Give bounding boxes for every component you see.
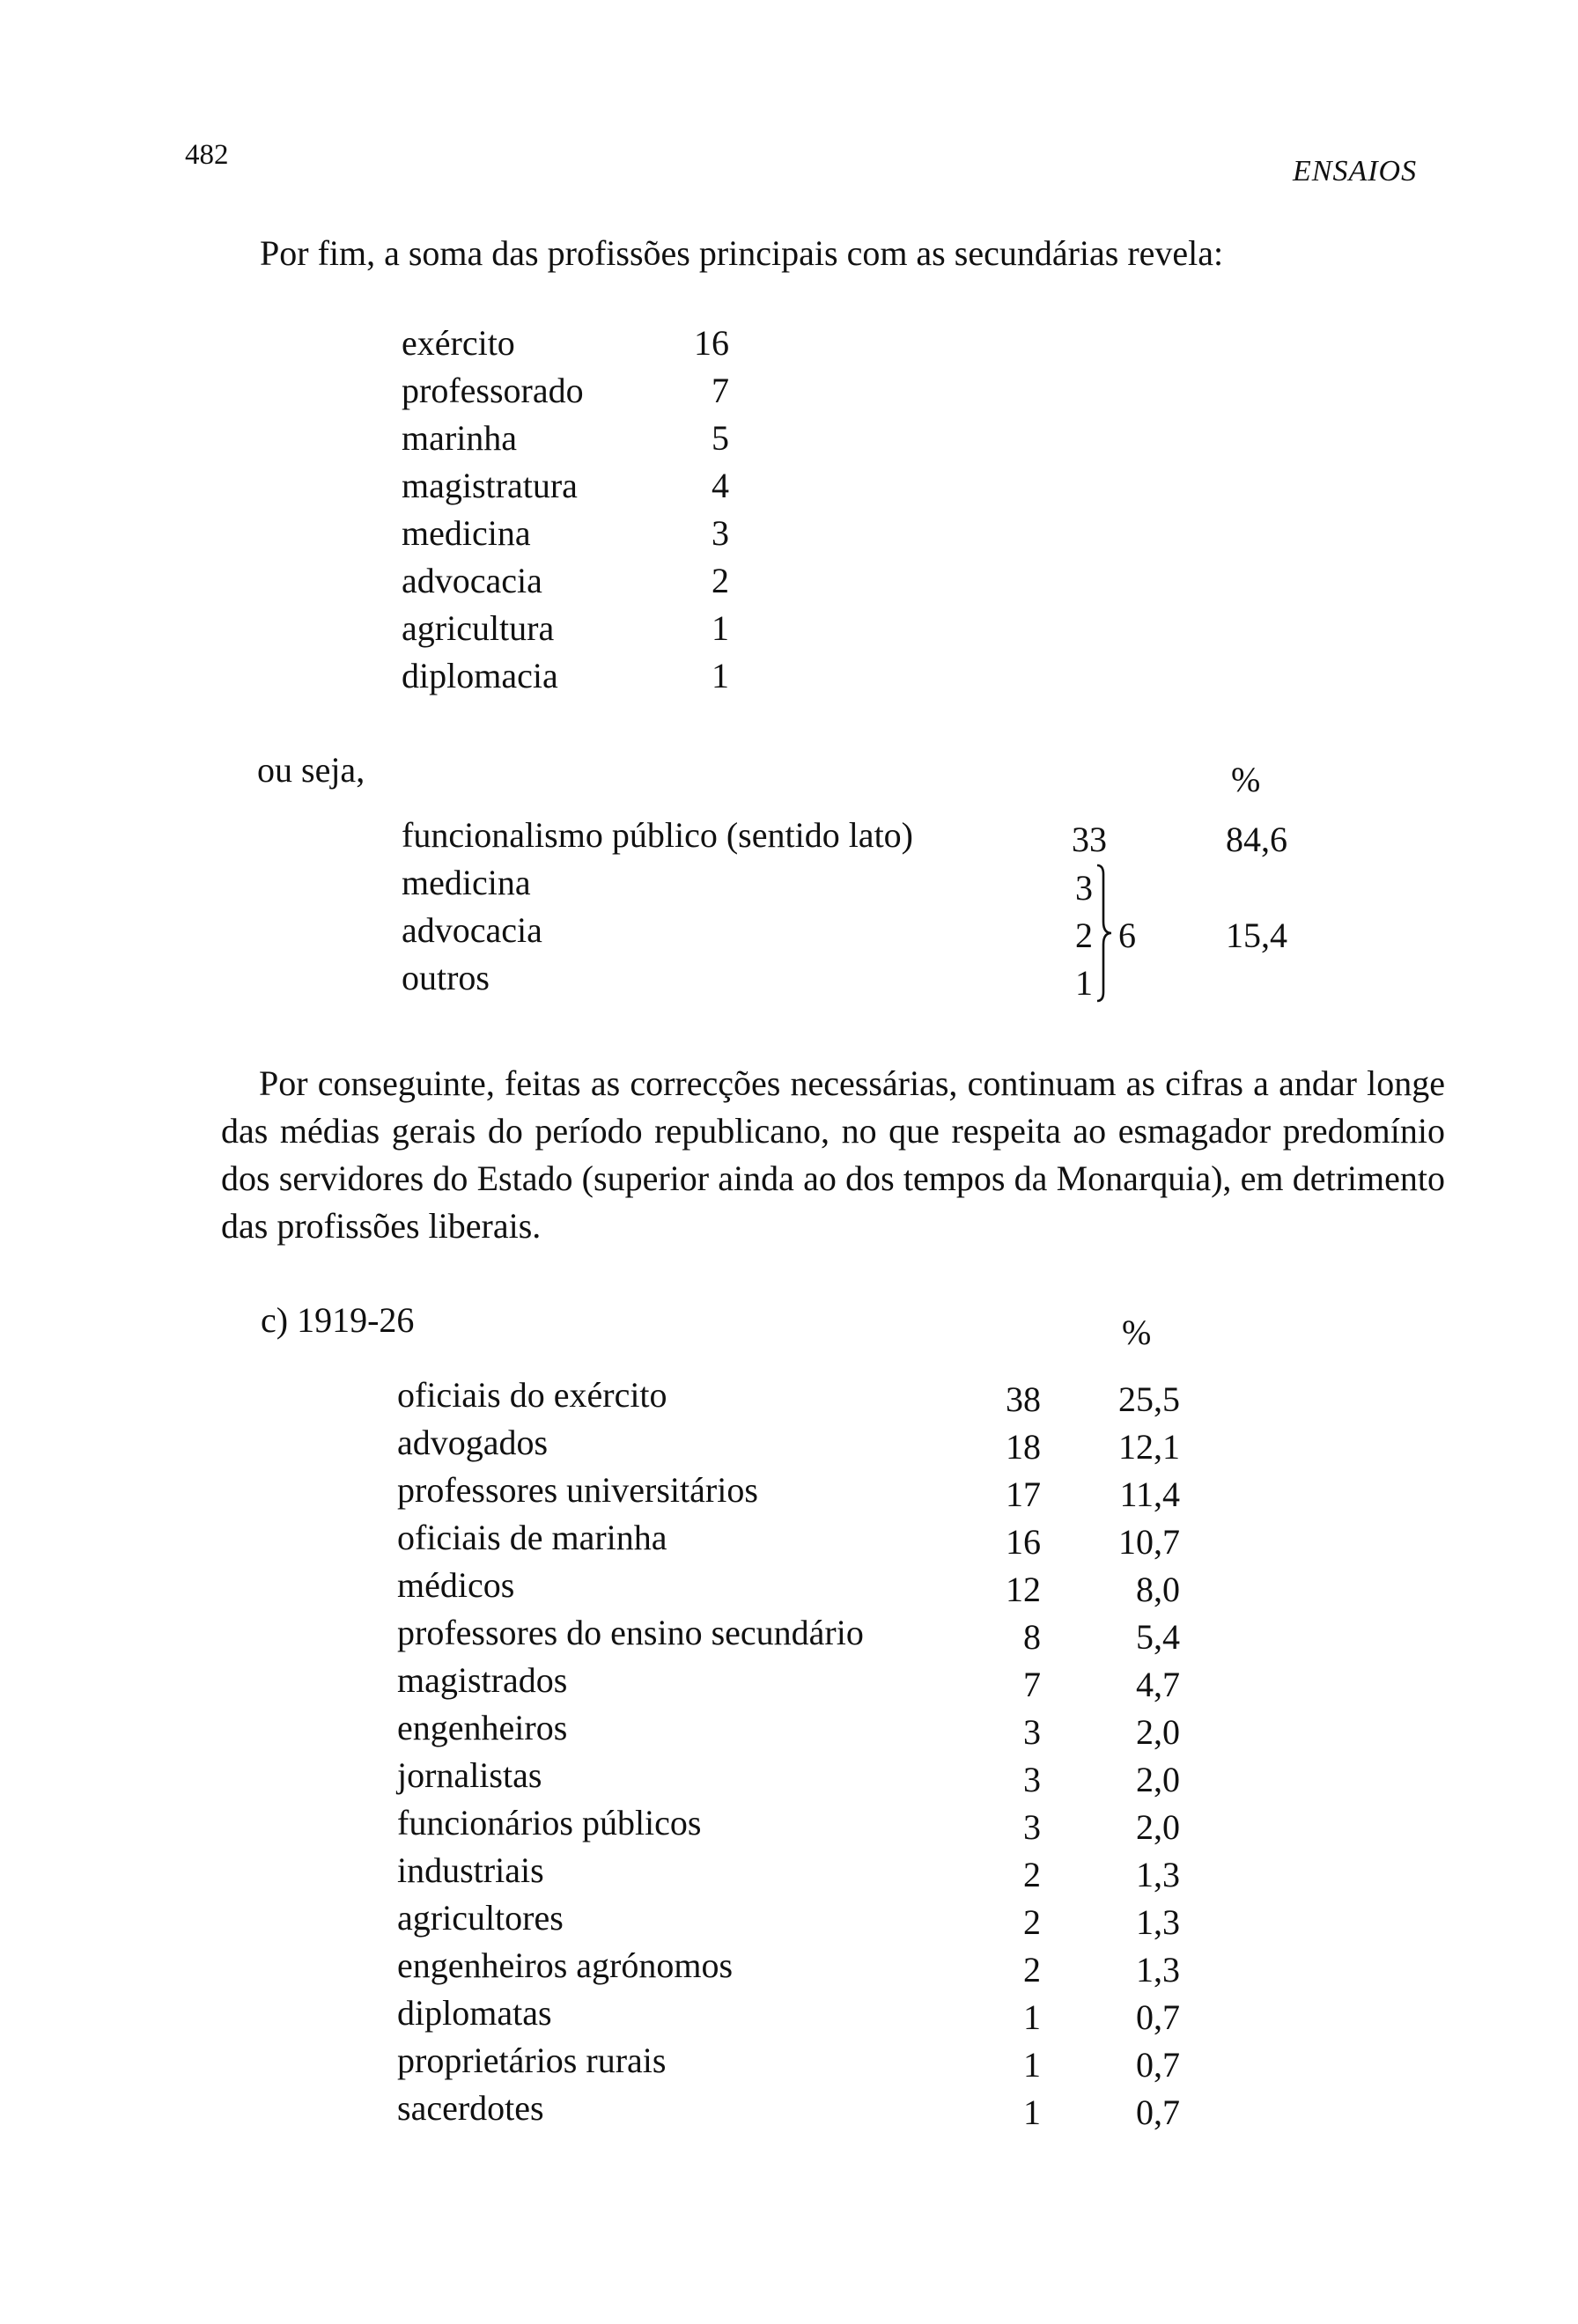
table-row-percent: 12,1 (1118, 1427, 1180, 1467)
table-row-label: sacerdotes (397, 2088, 544, 2128)
table-row-percent: 11,4 (1119, 1475, 1180, 1514)
table-row-label: jornalistas (397, 1755, 542, 1795)
table-row-label: funcionalismo público (sentido lato) (402, 815, 913, 855)
table-row-value: 17 (1006, 1475, 1041, 1514)
table-row-value: 3 (1023, 1760, 1041, 1799)
table-row-percent: 0,7 (1136, 1997, 1180, 2037)
table-row-label: medicina (402, 513, 531, 553)
table-row-value: 16 (1006, 1522, 1041, 1562)
table-row-value: 1 (1075, 963, 1093, 1003)
table-row-percent: 2,0 (1136, 1712, 1180, 1752)
body-paragraph (221, 1060, 1445, 1250)
table-row-percent: 1,3 (1136, 1855, 1180, 1894)
table-row-label: professores do ensino secundário (397, 1613, 864, 1652)
intro-sentence: Por fim, a soma das profissões principais com as secundárias revela: (260, 233, 1224, 273)
table-row-value: 1 (1023, 2045, 1041, 2085)
table-row-label: diplomacia (402, 656, 558, 695)
table-row-label: médicos (397, 1565, 515, 1605)
table-row-percent: 1,3 (1136, 1950, 1180, 1989)
table-row-value: 1 (712, 608, 729, 648)
table-row-percent: 5,4 (1136, 1617, 1180, 1657)
table-row-label: advocacia (402, 561, 542, 600)
table-row-percent: 2,0 (1136, 1807, 1180, 1847)
table-row-label: magistratura (402, 466, 578, 505)
section-heading: c) 1919-26 (261, 1300, 415, 1340)
table-row-value: 2 (1023, 1950, 1041, 1989)
table-row-label: agricultores (397, 1898, 564, 1938)
running-head: ENSAIOS (1293, 155, 1418, 188)
table-row-label: magistrados (397, 1660, 568, 1700)
table-row-label: advocacia (402, 910, 542, 950)
table-row-label: agricultura (402, 608, 555, 648)
table-row-value: 4 (712, 466, 729, 505)
table-row-label: proprietários rurais (397, 2041, 667, 2080)
table-row-value: 18 (1006, 1427, 1041, 1467)
page-number: 482 (185, 139, 229, 171)
percent-header: % (1122, 1313, 1152, 1352)
table-row-percent: 0,7 (1136, 2045, 1180, 2085)
paragraph-text: Por conseguinte, feitas as correcções necessárias, continuam as cifras a andar longe das médias gerais do período republicano, no que respeita ao esmagador predomínio dos servidores do Estado (superior ainda ao dos tempos da Monarquia), em detrimento das profissões liberais. (221, 1063, 1445, 1246)
table-row-value: 16 (694, 323, 729, 363)
table-row-label: advogados (397, 1423, 549, 1462)
table-row-value: 3 (1023, 1807, 1041, 1847)
table-row-value: 2 (712, 561, 729, 600)
table-row-label: professores universitários (397, 1470, 758, 1510)
table-row-value: 33 (1072, 820, 1107, 859)
table-row-percent: 84,6 (1226, 820, 1287, 859)
table-row-label: oficiais do exército (397, 1375, 667, 1415)
table-row-value: 2 (1023, 1855, 1041, 1894)
table-row-value: 2 (1023, 1902, 1041, 1942)
table-row-percent: 4,7 (1136, 1665, 1180, 1704)
table-row-label: professorado (402, 371, 584, 410)
table-row-label: engenheiros agrónomos (397, 1945, 734, 1985)
table-row-percent: 10,7 (1118, 1522, 1180, 1562)
table-row-value: 2 (1075, 916, 1093, 955)
table-row-value: 3 (1023, 1712, 1041, 1752)
group-total: 6 (1118, 916, 1136, 955)
table-row-value: 8 (1023, 1617, 1041, 1657)
table-row-label: funcionários públicos (397, 1803, 702, 1842)
table-row-value: 1 (1023, 1997, 1041, 2037)
table-row-label: diplomatas (397, 1993, 552, 2033)
group-percent: 15,4 (1226, 916, 1287, 955)
table-row-value: 5 (712, 418, 729, 458)
table-row-percent: 1,3 (1136, 1902, 1180, 1942)
table-row-value: 38 (1006, 1379, 1041, 1419)
table-row-value: 7 (712, 371, 729, 410)
table-row-label: marinha (402, 418, 518, 458)
curly-brace-icon (1095, 864, 1114, 1003)
table-row-value: 1 (1023, 2092, 1041, 2132)
table-row-percent: 25,5 (1118, 1379, 1180, 1419)
table-row-label: oficiais de marinha (397, 1518, 667, 1557)
table-row-label: engenheiros (397, 1708, 568, 1747)
table-row-value: 1 (712, 656, 729, 695)
table-row-percent: 2,0 (1136, 1760, 1180, 1799)
table-row-value: 3 (712, 513, 729, 553)
table-row-value: 7 (1023, 1665, 1041, 1704)
table-row-percent: 8,0 (1136, 1570, 1180, 1609)
table-row-label: outros (402, 958, 490, 997)
table-row-percent: 0,7 (1136, 2092, 1180, 2132)
ou-seja-text: ou seja, (257, 750, 365, 790)
table-row-label: industriais (397, 1850, 544, 1890)
percent-header: % (1231, 760, 1261, 799)
table-row-label: medicina (402, 863, 531, 902)
table-row-label: exército (402, 323, 515, 363)
table-row-value: 3 (1075, 868, 1093, 908)
table-row-value: 12 (1006, 1570, 1041, 1609)
